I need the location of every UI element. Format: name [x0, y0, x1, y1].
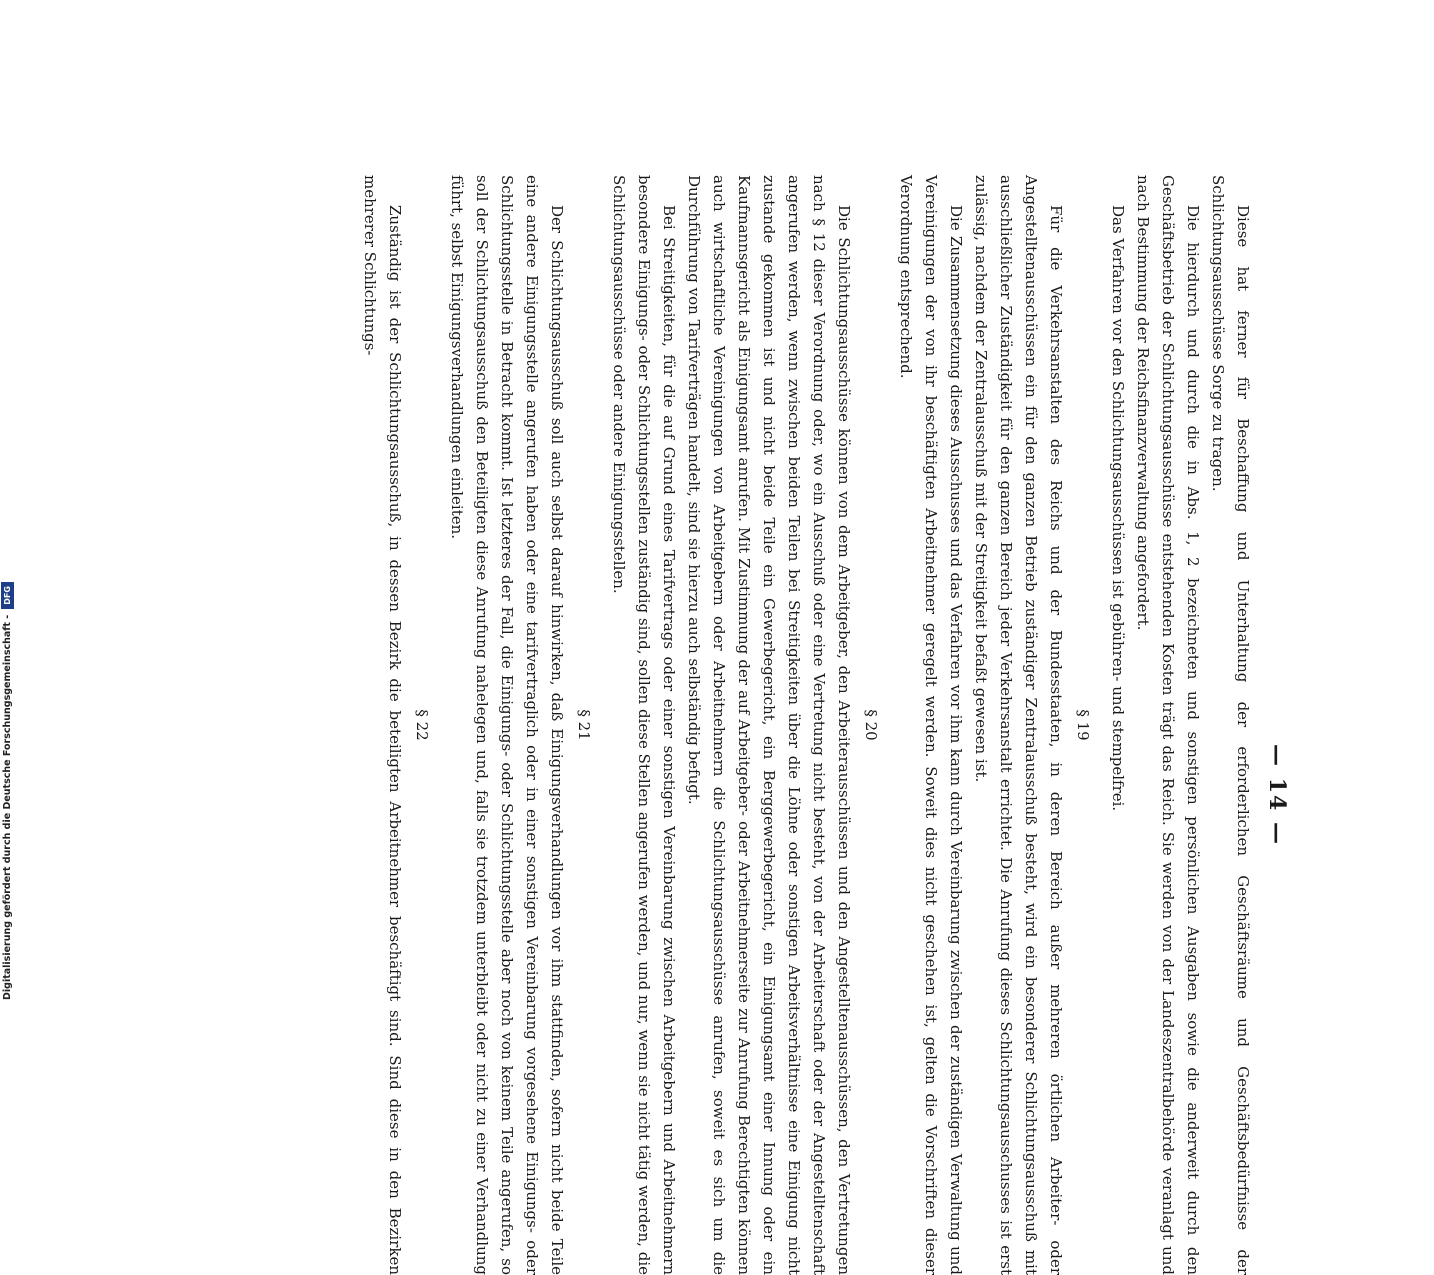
paragraph: Diese hat ferner für Beschaffung und Unterhaltung der erforderlichen Geschäftsräume und Geschäftsbedürfnisse der Schlichtungsausschüsse Sorge zu tragen. — [1209, 175, 1252, 1275]
paragraph: Die Zusammensetzung dieses Ausschusses und das Verfahren vor ihm kann durch Vereinbarung zwischen der zuständigen Verwaltung und Vereinigungen der von ihr beschäftigten Arbeitnehmer geregelt werden. Soweit dies nicht geschehen ist, gelten die Vorschriften dieser Verordnung entsprechend. — [897, 175, 965, 1275]
page-text — [357, 175, 1255, 1275]
page-number: — 14 — — [1264, 744, 1290, 846]
section-heading: § 20 — [862, 709, 880, 741]
section-heading: § 21 — [575, 709, 593, 741]
paragraph: Die Schlichtungsausschüsse können von dem Arbeitgeber, den Arbeiterausschüssen und den Angestelltenausschüssen, den Vertretungen nach § 12 dieser Verordnung oder, wo ein Ausschuß oder eine Vertretung nicht besteht, von der Arbeiterschaft oder der Angestelltenschaft angerufen werden, wenn zwischen beiden Teilen bei Streitigkeiten über die Löhne oder sonstigen Arbeitsverhältnisse eine Einigung nicht zustande gekommen ist und nicht beide Teile ein Gewerbegericht, ein Berggewerbegericht, ein Einigungsamt einer Innung oder ein Kaufmannsgericht als Einigungsamt anrufen. Mit Zustimmung der auf Arbeitgeber- oder Arbeitnehmerseite zur Anrufung Berechtigten können auch wirtschaftliche Vereinigungen von Arbeitgebern oder Arbeitnehmern die Schlichtungsausschüsse anrufen, soweit es sich um die Durchführung von Tarifverträgen handelt, sind sie hierzu auch selbständig befugt. — [685, 175, 853, 1275]
section-heading: § 22 — [413, 709, 431, 741]
paragraph: Der Schlichtungsausschuß soll auch selbst darauf hinwirken, daß Einigungsverhandlungen vor ihm stattfinden, sofern nicht beide Teile eine andere Einigungsstelle angerufen haben oder eine tarifvertraglich oder in einer sonstigen Vereinbarung vorgesehene Einigungs- oder Schlichtungsstelle in Betracht kommt. Ist letzteres der Fall, die Einigungs- oder Schlichtungsstelle aber noch von keinem Teile angerufen, so soll der Schlichtungsausschuß den Beteiligten diese Anrufung nahelegen und, falls sie trotzdem unterbleibt oder nicht zu einer Verhandlung führt, selbst Einigungsverhandlungen einleiten. — [448, 175, 566, 1275]
section-heading: § 19 — [1074, 709, 1092, 741]
paragraph: Das Verfahren vor den Schlichtungsausschüssen ist gebühren- und stempelfrei. — [1109, 205, 1127, 812]
dfg-watermark — [0, 0, 14, 1000]
paragraph: Für die Verkehrsanstalten des Reichs und der Bundesstaaten, in deren Bereich außer mehreren örtlichen Arbeiter- oder Angestelltenausschüssen ein für den ganzen Betrieb zuständiger Zentralausschuß besteht, wird ein besonderer Schlichtungsausschuß mit ausschließlicher Zuständigkeit für den ganzen Bereich jeder Verkehrsanstalt errichtet. Die Anrufung dieses Schlichtungsausschusses ist erst zulässig, nachdem der Zentralausschuß mit der Streitigkeit befaßt gewesen ist. — [972, 175, 1065, 1275]
rotated-page — [150, 175, 1300, 1275]
dfg-logo: DFG — [1, 582, 14, 609]
paragraph: Bei Streitigkeiten, für die auf Grund eines Tarifvertrags oder einer sonstigen Vereinbarung zwischen Arbeitgebern und Arbeitnehmern besondere Einigungs- oder Schlichtungsstellen zuständig sind, sollen diese Stellen angerufen werden, und nur, wenn sie nicht tätig werden, die Schlichtungsausschüsse oder andere Einigungsstellen. — [610, 175, 678, 1275]
watermark-text: Digitalisierung gefördert durch die Deutsche Forschungsgemeinschaft - — [1, 614, 13, 1000]
paragraph: Zuständig ist der Schlichtungsausschuß, in dessen Bezirk die beteiligten Arbeitnehmer beschäftigt sind. Sind diese in den Bezirken mehrerer Schlichtungs- — [361, 175, 404, 1275]
paragraph: Die hierdurch und durch die in Abs. 1, 2 bezeichneten und sonstigen persönlichen Ausgaben sowie die anderweit durch den Geschäftsbetrieb der Schlichtungsausschüsse entstehenden Kosten trägt das Reich. Sie werden von der Landeszentralbehörde veranlagt und nach Bestimmung der Reichsfinanzverwaltung angefordert. — [1134, 175, 1202, 1275]
